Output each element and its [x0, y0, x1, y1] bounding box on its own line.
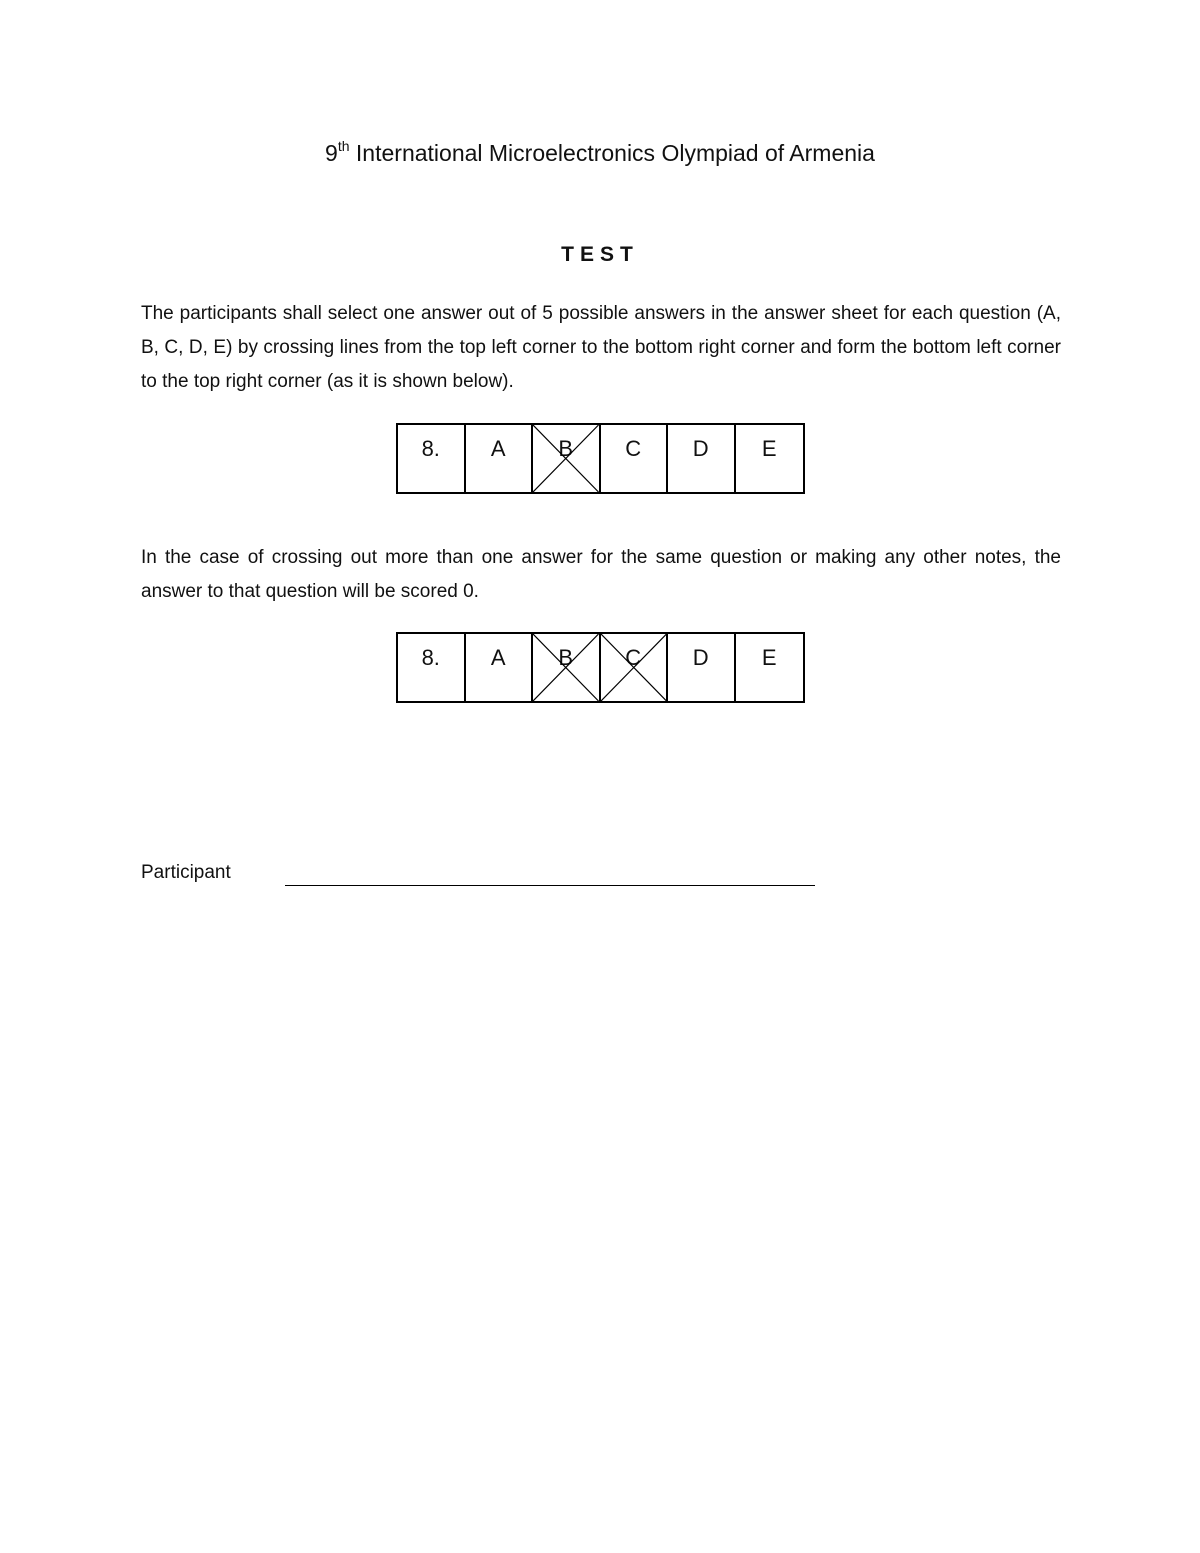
question-number: 8.	[421, 645, 440, 670]
option-cell-d[interactable]	[668, 425, 736, 492]
participant-label: Participant	[141, 862, 231, 883]
option-label: A	[490, 645, 506, 670]
option-cell-e[interactable]	[736, 425, 803, 492]
participant-signature-line[interactable]	[285, 885, 815, 886]
option-cell-c[interactable]	[601, 634, 669, 701]
option-label: D	[692, 645, 709, 670]
option-cell-d[interactable]	[668, 634, 736, 701]
question-number-cell	[398, 425, 466, 492]
option-label: C	[625, 645, 642, 670]
cross-mark-icon	[533, 634, 599, 701]
question-number: 8.	[421, 436, 440, 461]
option-label: B	[558, 645, 574, 670]
option-cell-a[interactable]	[466, 425, 534, 492]
option-label: D	[692, 436, 709, 461]
cross-mark-icon	[601, 634, 667, 701]
option-label: E	[761, 645, 777, 670]
page-title	[0, 140, 1200, 167]
option-cell-b[interactable]	[533, 634, 601, 701]
option-label: E	[761, 436, 777, 461]
title-number: 9	[325, 140, 338, 166]
instructions-paragraph-2: In the case of crossing out more than one answer for the same question or making any other notes, the answer to that question will be scored 0.	[141, 547, 1061, 602]
example-answer-row-correct	[396, 423, 805, 494]
option-cell-a[interactable]	[466, 634, 534, 701]
option-cell-e[interactable]	[736, 634, 803, 701]
question-number-cell	[398, 634, 466, 701]
instructions-paragraph-1: The participants shall select one answer out of 5 possible answers in the answer sheet for each question (A, B, C, D, E) by crossing lines from the top left corner to the bottom right corner and form the bottom left corner to the top right corner (as it is shown below).	[141, 303, 1061, 392]
option-label: C	[625, 436, 642, 461]
title-text: International Microelectronics Olympiad of Armenia	[349, 140, 875, 166]
option-cell-c[interactable]	[601, 425, 669, 492]
option-label: A	[490, 436, 506, 461]
title-superscript: th	[337, 138, 350, 154]
option-label: B	[558, 436, 574, 461]
cross-mark-icon	[533, 425, 599, 492]
example-answer-row-invalid	[396, 632, 805, 703]
test-heading: TEST	[561, 243, 639, 266]
option-cell-b[interactable]	[533, 425, 601, 492]
